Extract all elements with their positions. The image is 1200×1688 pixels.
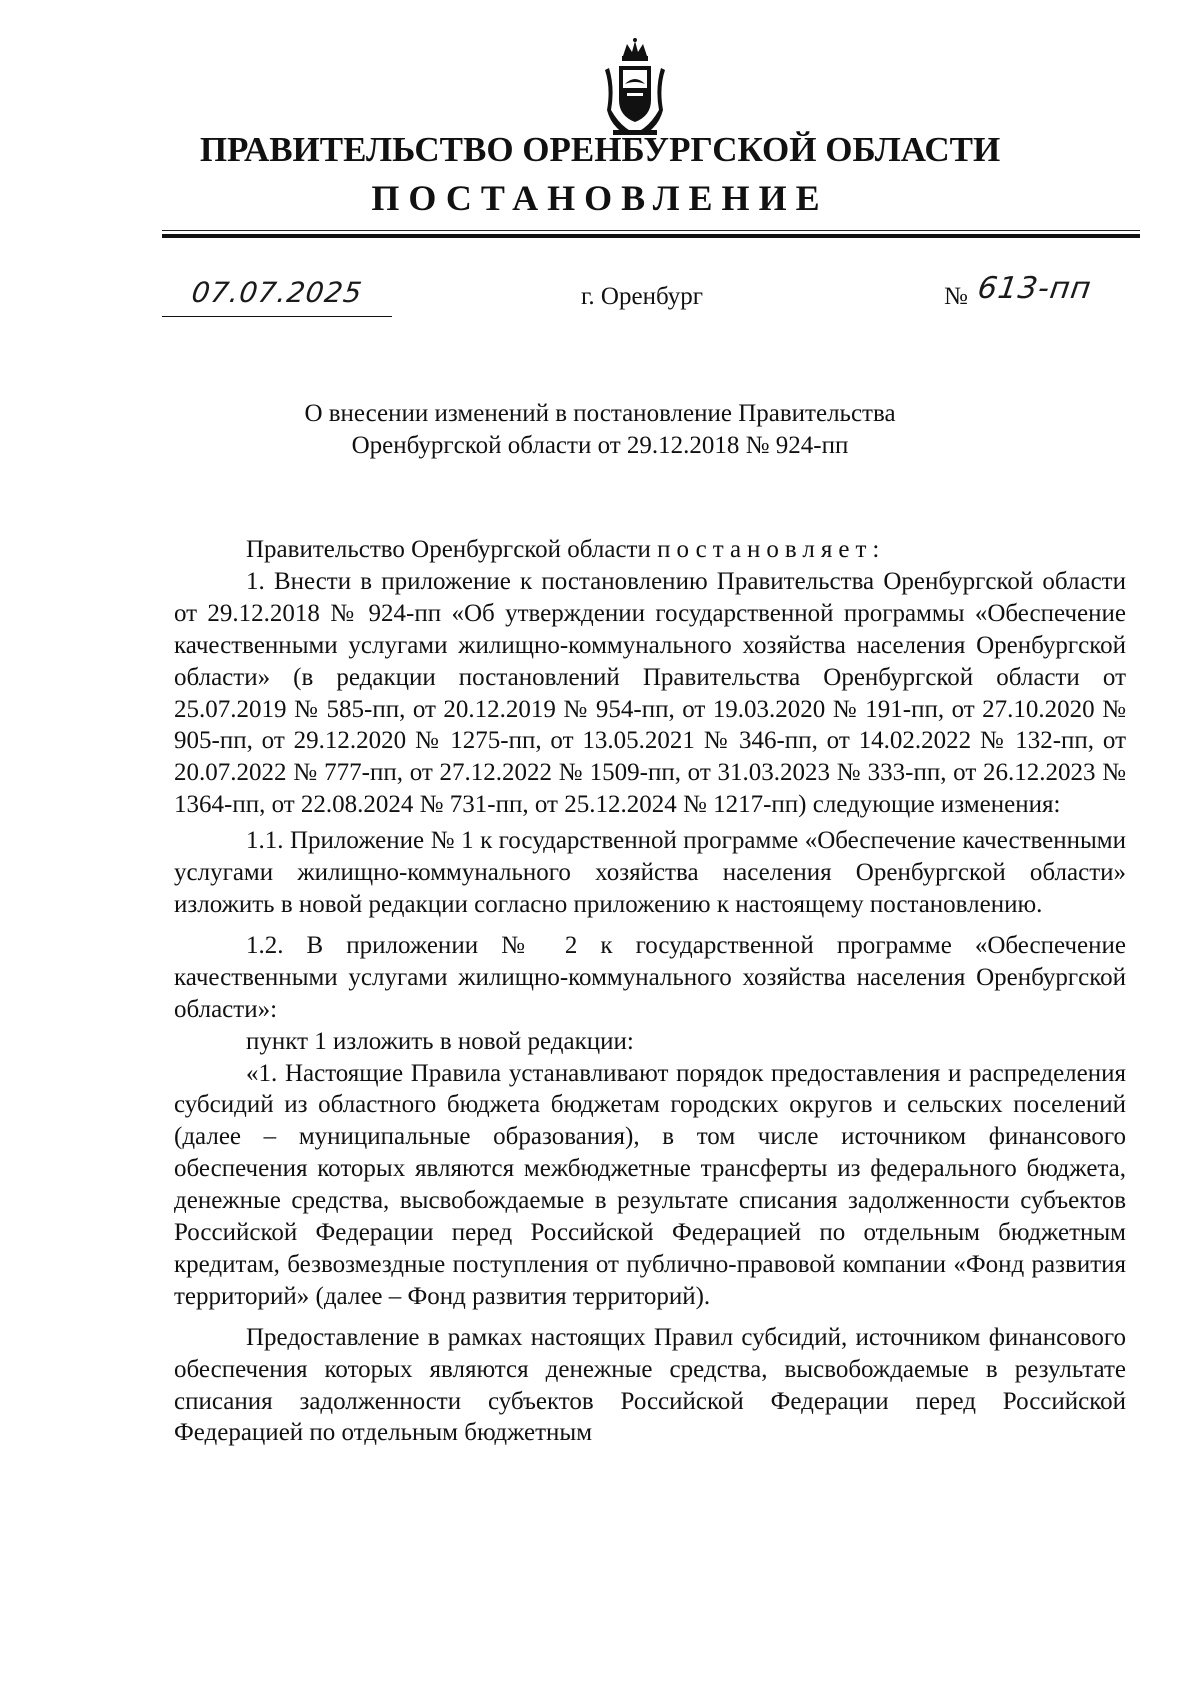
title-line: Оренбургской области от 29.12.2018 № 924-пп [351, 432, 849, 459]
paragraph-item-1: пункт 1 изложить в новой редакции: [246, 1027, 634, 1055]
header-divider-thin [162, 230, 1140, 231]
paragraph-rules: «1. Настоящие Правила устанавливают порядок предоставления и распределения субсидий из областного бюджета бюджетам городских округов и сельских поселений (далее – муниципальные образования), в том числе источником финансового обеспечения которых являются межбюджетные трансферты из федерального бюджета, денежные средства, высвобождаемые в результате списания задолженности субъектов Российской Федерации перед Российской Федерацией по отдельным бюджетным кредитам, безвозмездные поступления от публично-правовой компании «Фонд развития территорий» (далее – Фонд развития территорий). [174, 1059, 1126, 1310]
document-body [174, 534, 1126, 1449]
number-label: № [944, 283, 968, 310]
document-type: ПОСТАНОВЛЕНИЕ [371, 178, 829, 218]
intro-lead: Правительство Оренбургской области [246, 536, 651, 563]
government-name: ПРАВИТЕЛЬСТВО ОРЕНБУРГСКОЙ ОБЛАСТИ [199, 130, 1001, 169]
title-line: О внесении изменений в постановление Правительства [304, 400, 896, 427]
intro-verb: постановляет: [657, 536, 886, 563]
document-number: 613-пп [975, 271, 1094, 306]
intro-paragraph [174, 534, 1126, 566]
paragraph-1: 1. Внести в приложение к постановлению Правительства Оренбургской области от 29.12.2018 № 924-пп «Об утверждении государственной программы «Обеспечение качественными услугами жилищно-коммунального хозяйства населения Оренбургской области» (в редакции постановлений Правительства Оренбургской области от 25.07.2019 № 585-пп, от 20.12.2019 № 954-пп, от 19.03.2020 № 191-пп, от 27.10.2020 № 905-пп, от 29.12.2020 № 1275-пп, от 13.05.2021 № 346-пп, от 14.02.2022 № 132-пп, от 20.07.2022 № 777-пп, от 27.12.2022 № 1509-пп, от 31.03.2023 № 333-пп, от 26.12.2023 № 1364-пп, от 22.08.2024 № 731-пп, от 25.12.2024 № 1217-пп) следующие изменения: [174, 567, 1126, 819]
paragraph-provision: Предоставление в рамках настоящих Правил субсидий, источником финансового обеспечения которых являются денежные средства, высвобождаемые в результате списания задолженности субъектов Российской Федерации перед Российской Федерацией по отдельным бюджетным [174, 1323, 1126, 1447]
document-date: 07.07.2025 [189, 276, 365, 309]
paragraph-1-2: 1.2. В приложении № 2 к государственной программе «Обеспечение качественными услугами жилищно-коммунального хозяйства населения Оренбургской области»: [174, 931, 1126, 1023]
document-title [0, 398, 1200, 462]
city: г. Оренбург [581, 283, 703, 310]
header-divider-thick [162, 234, 1140, 238]
date-field [162, 276, 392, 317]
coat-of-arms-icon [605, 38, 665, 138]
paragraph-1-1: 1.1. Приложение № 1 к государственной программе «Обеспечение качественными услугами жилищно-коммунального хозяйства населения Оренбургской области» изложить в новой редакции согласно приложению к настоящему постановлению. [174, 827, 1126, 918]
